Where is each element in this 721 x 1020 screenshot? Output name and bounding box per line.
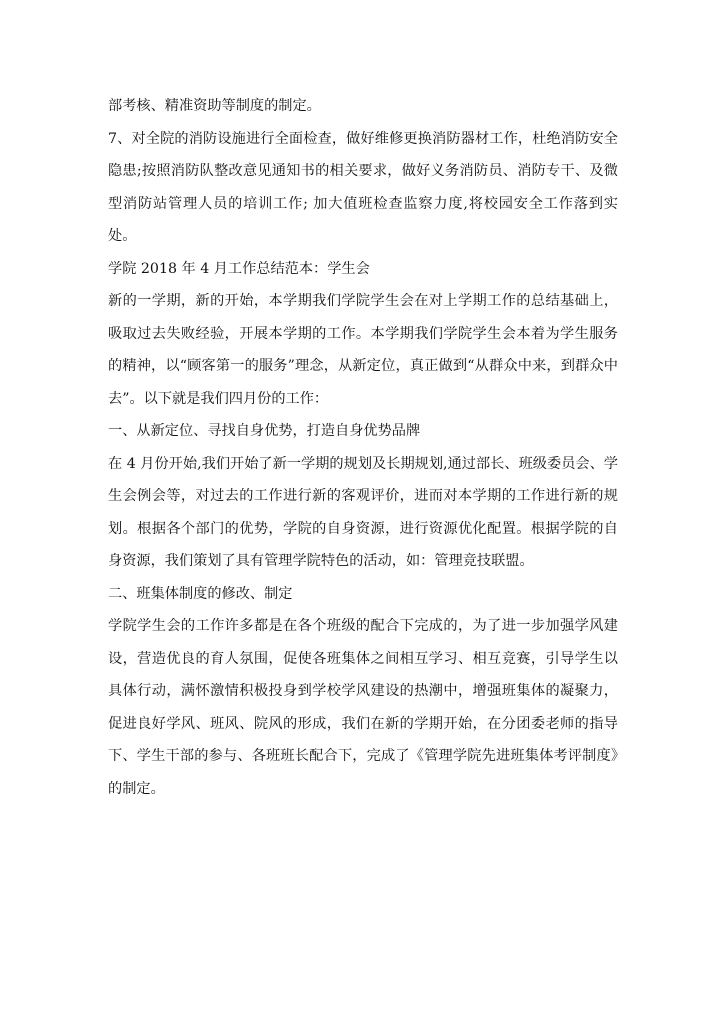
section-heading-two: 二、班集体制度的修改、制定 <box>108 585 293 602</box>
paragraph-fire-safety: 7、对全院的消防设施进行全面检查，做好维修更换消防器材工作，杜绝消防安全隐患;按照消防队整改意见通知书的相关要求，做好义务消防员、消防专干、及微型消防站管理人员的培训工作; 加大值班检查监察力度,将校园安全工作落到实处。 <box>108 130 618 244</box>
paragraph-class-system: 学院学生会的工作许多都是在各个班级的配合下完成的，为了进一步加强学风建设，营造优良的育人氛围，促使各班集体之间相互学习、相互竞赛，引导学生以具体行动，满怀激情积极投身到学校学风建设的热潮中，增强班集体的凝聚力，促进良好学风、班风、院风的形成，我们在新的学期开始，在分团委老师的指导下、学生干部的参与、各班班长配合下，完成了《管理学院先进班集体考评制度》的制定。 <box>108 618 618 797</box>
section-heading-summary-title: 学院 2018 年 4 月工作总结范本：学生会 <box>108 260 370 277</box>
paragraph-planning: 在 4 月份开始,我们开始了新一学期的规划及长期规划,通过部长、班级委员会、学生会例会等，对过去的工作进行新的客观评价，进而对本学期的工作进行新的规划。根据各个部门的优势，学院的自身资源，进行资源优化配置。根据学院的自身资源，我们策划了具有管理学院特色的活动，如：管理竞技联盟。 <box>108 455 618 569</box>
document-body <box>108 90 618 805</box>
paragraph-intro: 新的一学期，新的开始，本学期我们学院学生会在对上学期工作的总结基础上，吸取过去失败经验，开展本学期的工作。本学期我们学院学生会本着为学生服务的精神，以“顾客第一的服务”理念，从新定位，真正做到“从群众中来，到群众中去”。以下就是我们四月份的工作： <box>108 293 618 407</box>
section-heading-one: 一、从新定位、寻找自身优势，打造自身优势品牌 <box>108 423 421 439</box>
paragraph-continuation: 部考核、精准资助等制度的制定。 <box>108 98 321 114</box>
